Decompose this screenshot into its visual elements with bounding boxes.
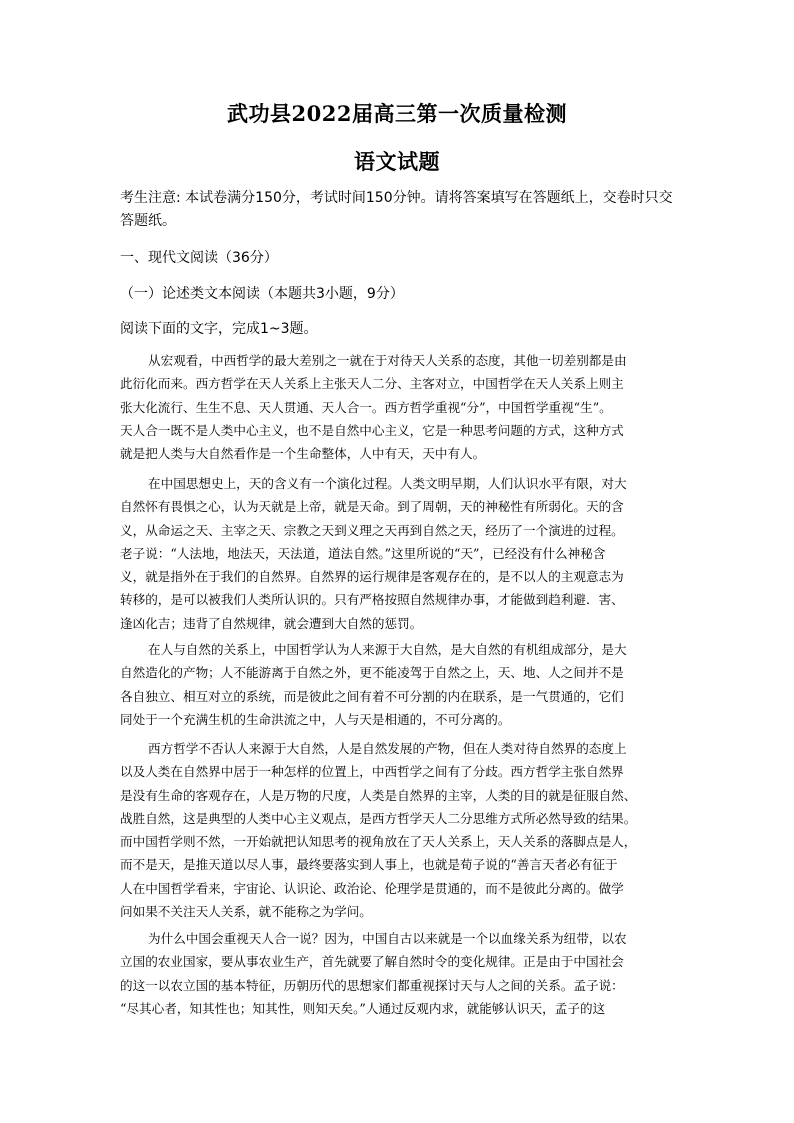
paragraph-line: 自然怀有畏惧之心，认为天就是上帝，就是天命。到了周朝，天的神秘性有所弱化。天的含	[120, 499, 624, 515]
paragraph-line: 就是把人类与大自然看作是一个生命整体，人中有天，天中有人。	[120, 446, 486, 462]
candidate-notice	[120, 187, 680, 233]
paragraph-line: 问如果不关注天人关系，就不能称之为学问。	[120, 904, 372, 920]
paragraph-line: 同处于一个充满生机的生命洪流之中，人与天是相通的，不可分离的。	[120, 711, 511, 727]
section-heading: 一、现代文阅读（36分）	[120, 250, 278, 266]
passage-paragraph-5	[120, 927, 680, 1020]
paragraph-line: 在中国思想史上，天的含义有一个演化过程。人类文明早期，人们认识水平有限，对大	[148, 476, 627, 491]
paragraph-line: 张大化流行、生生不息、天人贯通、天人合一。西方哲学重视“分”，中国哲学重视“生”。	[120, 399, 612, 415]
paragraph-line: 以及人类在自然界中居于一种怎样的位置上，中西哲学之间有了分歧。西方哲学主张自然界	[120, 764, 624, 780]
paragraph-line: 各自独立、相互对立的系统，而是彼此之间有着不可分割的内在联系，是一气贯通的，它们	[120, 688, 624, 704]
notice-line: 考生注意: 本试卷满分150分，考试时间150分钟。请将答案填写在答题纸上，交卷时只交	[120, 190, 673, 206]
paragraph-line: 此衍化而来。西方哲学在天人关系上主张天人二分、主客对立，中国哲学在天人关系上则主	[120, 376, 624, 392]
paragraph-line: 而中国哲学则不然，一开始就把认知思考的视角放在了天人关系上，天人关系的落脚点是人，	[120, 834, 637, 850]
paragraph-line: 立国的农业国家，要从事农业生产，首先就要了解自然时令的变化规律。正是由于中国社会	[120, 954, 624, 970]
passage-paragraph-4	[120, 737, 680, 923]
paragraph-line: 老子说：“人法地，地法天，天法道，道法自然。”这里所说的“天”，已经没有什么神秘含	[120, 545, 606, 561]
passage-paragraph-1	[120, 349, 680, 465]
paragraph-line: 从宏观看，中西哲学的最大差别之一就在于对待天人关系的态度，其他一切差别都是由	[148, 353, 627, 368]
paragraph-line: 逢凶化吉；违背了自然规律，就会遭到大自然的惩罚。	[120, 615, 423, 631]
section-subheading: （一）论述类文本阅读（本题共3小题，9分）	[120, 286, 404, 302]
paragraph-line: 转移的，是可以被我们人类所认识的。只有严格按照自然规律办事，才能做到趋利避．害、	[120, 592, 624, 608]
reading-instruction: 阅读下面的文字，完成1~3题。	[120, 321, 318, 337]
paragraph-line: 人在中国哲学看来，宇宙论、认识论、政治论、伦理学是贯通的，而不是彼此分离的。做学	[120, 880, 624, 896]
exam-title: 武功县2022届高三第一次质量检测	[227, 101, 567, 126]
paragraph-line: 义，从命运之天、主宰之天、宗教之天到义理之天再到自然之天，经历了一个演进的过程。	[120, 522, 624, 538]
paragraph-line: 天人合一既不是人类中心主义，也不是自然中心主义，它是一种思考问题的方式，这种方式	[120, 422, 624, 438]
paragraph-line: 而不是天，是推天道以尽人事，最终要落实到人事上，也就是荀子说的“善言天者必有征于	[120, 857, 618, 873]
paragraph-line: 的这一以农立国的基本特征，历朝历代的思想家们都重视探讨天与人之间的关系。孟子说：	[120, 977, 624, 993]
paragraph-line: 自然造化的产物；人不能游离于自然之外，更不能凌驾于自然之上，天、地、人之间并不是	[120, 665, 624, 681]
passage-paragraph-2	[120, 472, 680, 635]
paragraph-line: 义，就是指外在于我们的自然界。自然界的运行规律是客观存在的，是不以人的主观意志为	[120, 569, 624, 585]
paragraph-line: “尽其心者，知其性也；知其性，则知天矣。”人通过反观内求，就能够认识天，孟子的这	[120, 1000, 606, 1016]
exam-subtitle: 语文试题	[354, 149, 440, 174]
paragraph-line: 西方哲学不否认人来源于大自然，人是自然发展的产物，但在人类对待自然界的态度上	[148, 741, 627, 756]
passage-paragraph-3	[120, 638, 680, 731]
paragraph-line: 战胜自然，这是典型的人类中心主义观点，是西方哲学天人二分思维方式所必然导致的结果。	[120, 810, 637, 826]
paragraph-line: 在人与自然的关系上，中国哲学认为人来源于大自然，是大自然的有机组成部分，是大	[148, 642, 627, 657]
paragraph-line: 是没有生命的客观存在，人是万物的尺度，人类是自然界的主宰，人类的目的就是征服自然、	[120, 787, 637, 803]
notice-line: 答题纸。	[120, 213, 176, 229]
paragraph-line: 为什么中国会重视天人合一说？因为，中国自古以来就是一个以血缘关系为纽带，以农	[148, 931, 627, 946]
